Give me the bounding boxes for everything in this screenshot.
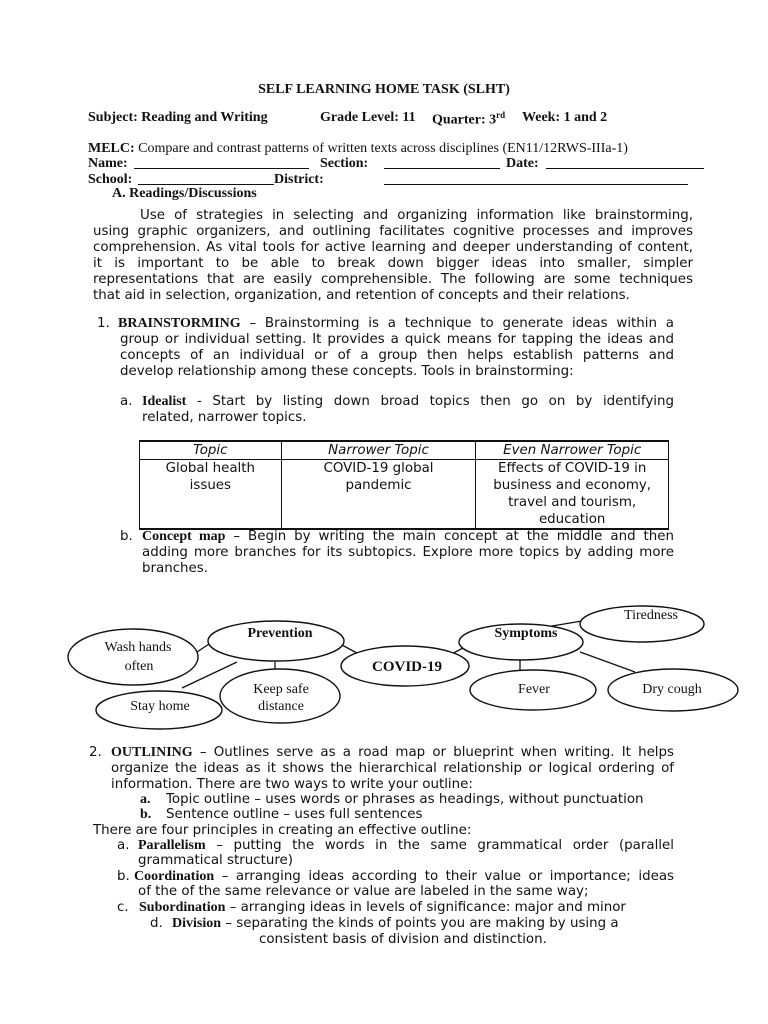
outlining-number: 2. [89, 745, 102, 760]
concept-map-letter: b. [120, 529, 133, 544]
principle-a-term: Parallelism [138, 838, 206, 853]
school-field[interactable] [138, 173, 274, 185]
table-header-narrower: Narrower Topic [281, 441, 476, 460]
section-label: Section: [320, 156, 369, 171]
label-wash-hands-2: often [124, 659, 154, 674]
concept-map-term: Concept map [142, 529, 226, 544]
intro-line-2: using graphic organizers, and outlining facilitates cognitive processes and improves [93, 224, 693, 239]
date-field[interactable] [546, 157, 704, 169]
label-keep-safe-2: distance [258, 699, 304, 714]
principle-b-line-1 [134, 869, 674, 885]
principle-d-text: – separating the kinds of points you are making by using a [225, 916, 619, 931]
principle-b-term: Coordination [134, 869, 215, 884]
principle-b-letter: b. [117, 869, 130, 884]
label-dry-cough: Dry cough [642, 682, 702, 697]
idealist-letter: a. [120, 394, 133, 409]
subject-label: Subject: Reading and Writing [88, 110, 268, 125]
principle-a-text: – putting the words in the same grammatical order (parallel [216, 838, 674, 853]
outlining-text-1: – Outlines serve as a road map or blueprint when writing. It helps [199, 745, 674, 760]
table-cell-narrower: COVID-19 global pandemic [281, 460, 476, 530]
quarter-text: Quarter: 3 [432, 112, 497, 128]
concept-map-line-2: adding more branches for its subtopics. Explore more topics by adding more [142, 545, 674, 560]
outlining-line-3: information. There are two ways to write your outline: [111, 777, 473, 792]
principle-d-letter: d. [150, 916, 163, 931]
way-b-text: Sentence outline – uses full sentences [166, 807, 423, 822]
grade-level-label: Grade Level: 11 [320, 110, 416, 125]
principle-a-line-2: grammatical structure) [138, 853, 294, 868]
principle-a-letter: a. [117, 838, 130, 853]
label-prevention: Prevention [247, 626, 313, 641]
principle-c-text: – arranging ideas in levels of significance: major and minor [229, 900, 626, 915]
way-a-text: Topic outline – uses words or phrases as headings, without punctuation [166, 792, 644, 807]
principle-b-text: – arranging ideas according to their value or importance; ideas [221, 869, 675, 884]
principle-c-line-1 [139, 900, 626, 916]
label-stay-home: Stay home [130, 699, 190, 714]
way-b-letter: b. [140, 807, 152, 822]
principle-c-letter: c. [117, 900, 129, 915]
label-keep-safe-1: Keep safe [253, 682, 309, 697]
table-cell-even-narrower: Effects of COVID-19 in business and economy, travel and tourism, education [476, 460, 669, 530]
melc-label: MELC: [88, 141, 135, 156]
section-field[interactable] [384, 157, 500, 169]
name-label: Name: [88, 156, 128, 171]
label-covid: COVID-19 [372, 659, 442, 675]
page-title: SELF LEARNING HOME TASK (SLHT) [258, 82, 510, 97]
idealist-line-1 [142, 394, 674, 410]
outlining-line-2: organize the ideas as it shows the hierarchical relationship or logical ordering of [111, 761, 674, 776]
brainstorming-number: 1. [97, 316, 110, 331]
quarter-label [432, 110, 505, 129]
intro-line-3: comprehension. As vital tools for active learning and deeper understanding of content, [93, 240, 693, 255]
table-cell-topic: Global health issues [140, 460, 282, 530]
brainstorming-line-4: develop relationship among these concepts. Tools in brainstorming: [120, 364, 574, 379]
principle-c-term: Subordination [139, 900, 226, 915]
melc-text: Compare and contrast patterns of written texts across disciplines (EN11/12RWS-IIIa-1) [138, 141, 628, 156]
district-label: District: [274, 172, 324, 187]
concept-map-line-3: branches. [142, 561, 209, 576]
concept-map-text-1: – Begin by writing the main concept at the middle and then [233, 529, 674, 544]
week-label: Week: 1 and 2 [522, 110, 608, 125]
edge-dry-cough [580, 652, 635, 672]
principle-b-line-2: of the of the same relevance or value are labeled in the same way; [138, 884, 589, 899]
principle-d-line-1 [172, 916, 619, 932]
node-wash-hands [68, 629, 198, 685]
topic-table [139, 440, 669, 530]
label-fever: Fever [518, 682, 550, 697]
outlining-term: OUTLINING [111, 745, 193, 760]
date-label: Date: [506, 156, 539, 171]
label-wash-hands-1: Wash hands [104, 640, 172, 655]
outlining-line-1 [111, 745, 674, 761]
table-row [140, 460, 669, 530]
table-header-topic: Topic [140, 441, 282, 460]
brainstorming-line-1 [118, 316, 674, 332]
intro-line-6: that aid in selection, organization, and retention of concepts and their relations. [93, 288, 630, 303]
district-field[interactable] [384, 173, 688, 185]
principles-intro: There are four principles in creating an effective outline: [93, 823, 472, 838]
principle-d-term: Division [172, 916, 222, 931]
quarter-superscript: rd [496, 110, 506, 120]
principle-a-line-1 [138, 838, 674, 854]
section-a-heading: A. Readings/Discussions [112, 186, 257, 201]
concept-map-diagram [0, 600, 768, 730]
way-a-letter: a. [140, 792, 151, 807]
table-header-even-narrower: Even Narrower Topic [476, 441, 669, 460]
brainstorming-line-3: concepts of an individual or of a group then helps establish patterns and [120, 348, 674, 363]
idealist-text-1: - Start by listing down broad topics then go on by identifying [196, 394, 674, 409]
idealist-term: Idealist [142, 394, 187, 409]
brainstorming-line-2: group or individual setting. It provides a quick means for tapping the ideas and [120, 332, 674, 347]
school-label: School: [88, 172, 133, 187]
intro-line-1: Use of strategies in selecting and organizing information like brainstorming, [140, 208, 693, 223]
brainstorming-text-1: – Brainstorming is a technique to generate ideas within a [249, 316, 674, 331]
brainstorming-term: BRAINSTORMING [118, 316, 241, 331]
idealist-line-2: related, narrower topics. [142, 410, 307, 425]
label-symptoms: Symptoms [494, 626, 558, 641]
name-field[interactable] [134, 157, 309, 169]
concept-map-line-1 [142, 529, 674, 545]
melc-line [88, 141, 628, 157]
intro-line-5: representations that are easily comprehensible. The following are some techniques [93, 272, 693, 287]
principle-d-line-2: consistent basis of division and distinction. [259, 932, 547, 947]
intro-line-4: it is important to be able to break down bigger ideas into smaller, simpler [93, 256, 693, 271]
label-tiredness: Tiredness [624, 608, 678, 623]
